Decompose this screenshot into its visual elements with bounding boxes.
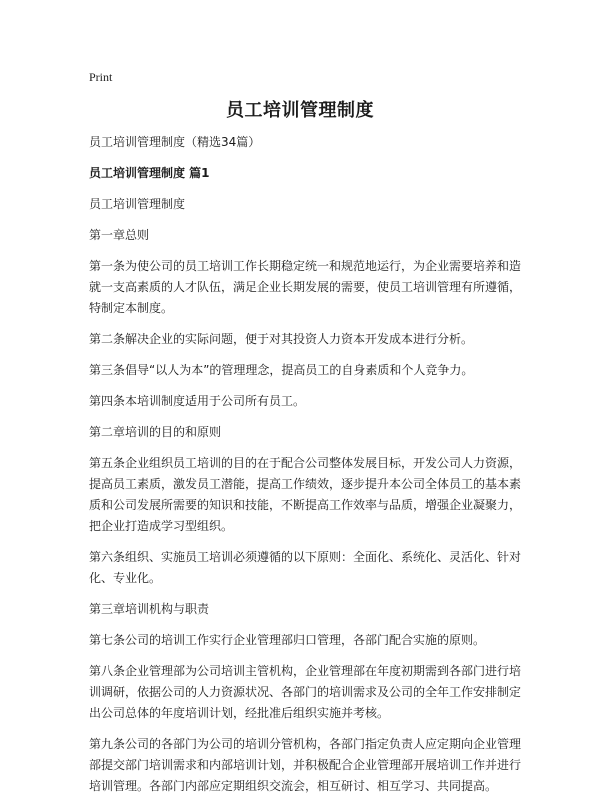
paragraph-article-8: 第八条企业管理部为公司培训主管机构，企业管理部在年度初期需到各部门进行培训调研，依据公司的人力资源状况、各部门的培训需求及公司的全年工作安排制定出公司总体的年度培训计划，经批准后组织实施并考核。 <box>89 664 522 720</box>
paragraph-article-5: 第五条企业组织员工培训的目的在于配合公司整体发展目标，开发公司人力资源，提高员工素质，激发员工潜能，提高工作绩效，逐步提升本公司全体员工的基本素质和公司发展所需要的知识和技能，不断提高工作效率与品质，增强企业凝聚力，把企业打造成学习型组织。 <box>89 456 522 533</box>
paragraph-article-2: 第二条解决企业的实际问题，便于对其投资人力资本开发成本进行分析。 <box>89 332 474 346</box>
document-body <box>89 132 521 807</box>
paragraph-article-1: 第一条为使公司的员工培训工作长期稳定统一和规范地运行，为企业需要培养和造就一支高素质的人才队伍，满足企业长期发展的需要，使员工培训管理有所遵循，特制定本制度。 <box>89 259 522 315</box>
paragraph-article-3: 第三条倡导“以人为本”的管理理念，提高员工的自身素质和个人竞争力。 <box>89 363 474 377</box>
document-subtitle: 员工培训管理制度（精选34篇） <box>89 135 261 149</box>
paragraph-article-9: 第九条公司的各部门为公司的培训分管机构，各部门指定负责人应定期向企业管理部提交部门培训需求和内部培训计划，并积极配合企业管理部开展培训工作并进行培训管理。各部门内部应定期组织交流会，相互研讨、相互学习、共同提高。 <box>89 737 522 793</box>
section-heading: 员工培训管理制度 篇1 <box>89 166 210 180</box>
paragraph-article-7: 第七条公司的培训工作实行企业管理部归口管理，各部门配合实施的原则。 <box>89 633 486 647</box>
paragraph-article-4: 第四条本培训制度适用于公司所有员工。 <box>89 394 306 408</box>
paragraph-doc-name: 员工培训管理制度 <box>89 197 186 211</box>
paragraph-chapter-1: 第一章总则 <box>89 228 150 242</box>
document-title: 员工培训管理制度 <box>226 100 374 121</box>
print-label: Print <box>89 70 113 84</box>
paragraph-chapter-2: 第二章培训的目的和原则 <box>89 425 222 439</box>
paragraph-article-6: 第六条组织、实施员工培训必须遵循的以下原则：全面化、系统化、灵活化、针对化、专业化。 <box>89 550 522 585</box>
paragraph-chapter-3: 第三章培训机构与职责 <box>89 602 210 616</box>
